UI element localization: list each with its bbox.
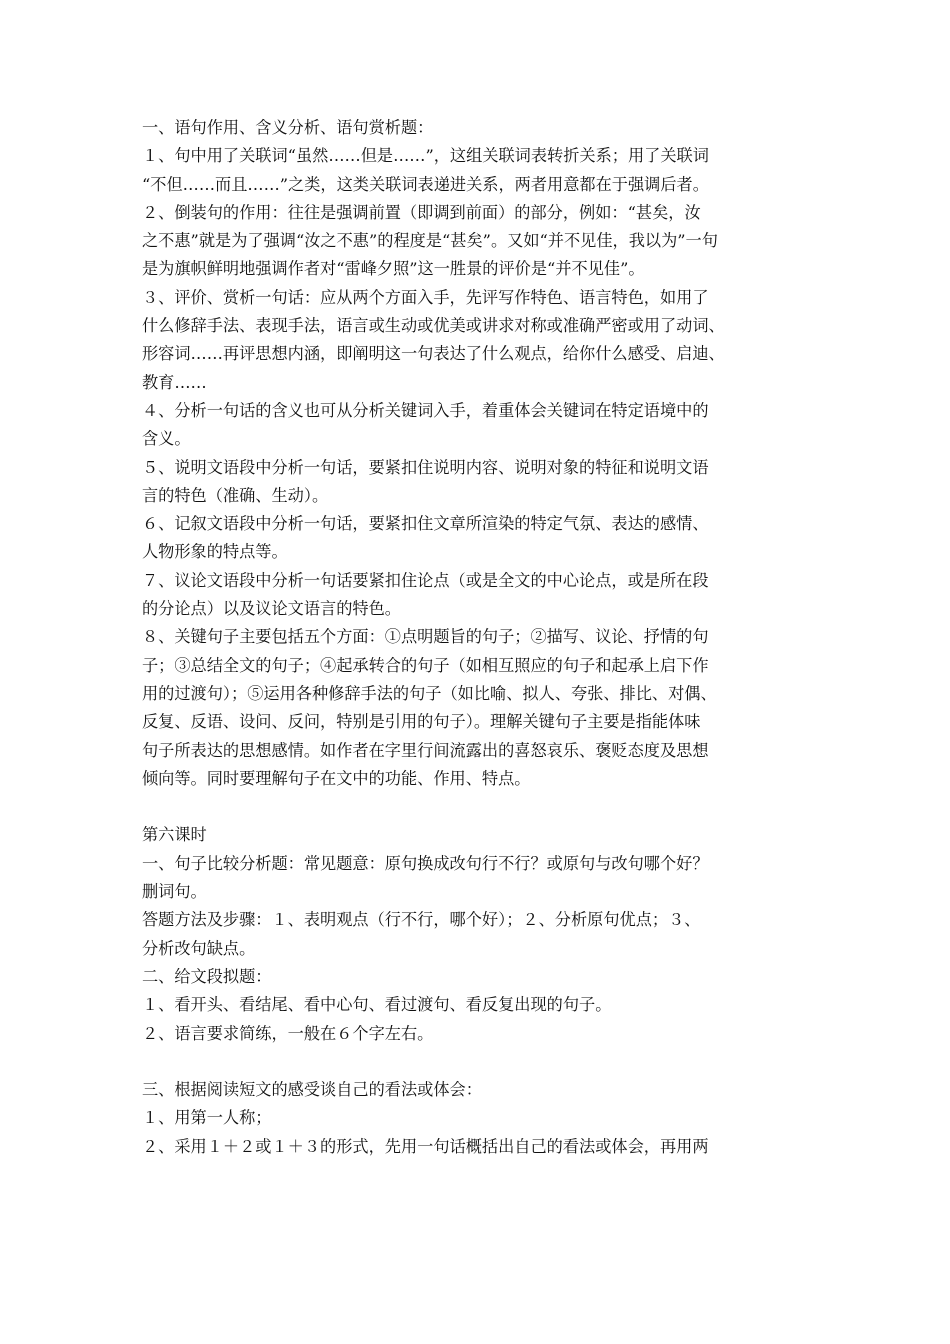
text-line: 用的过渡句）；⑤运用各种修辞手法的句子（如比喻、拟人、夸张、排比、对偶、 <box>142 683 717 703</box>
text-line: 子；③总结全文的句子；④起承转合的句子（如相互照应的句子和起承上启下作 <box>142 655 709 675</box>
document-page <box>142 114 812 1161</box>
text-line: 含义。 <box>142 429 191 449</box>
text-line: ７、议论文语段中分析一句话要紧扣住论点（或是全文的中心论点，或是所在段 <box>142 570 709 590</box>
section-heading: 三、根据阅读短文的感受谈自己的看法或体会： <box>142 1080 482 1100</box>
text-line: 是为旗帜鲜明地强调作者对“雷峰夕照”这一胜景的评价是“并不见佳”。 <box>142 259 645 279</box>
text-line: 反复、反语、设问、反问，特别是引用的句子）。理解关键句子主要是指能体味 <box>142 712 701 732</box>
text-line: 什么修辞手法、表现手法，语言或生动或优美或讲求对称或准确严密或用了动词、 <box>142 316 725 336</box>
section-heading: 二、给文段拟题： <box>142 966 272 986</box>
text-line: ６、记叙文语段中分析一句话，要紧扣住文章所渲染的特定气氛、表达的感情、 <box>142 514 709 534</box>
text-line: 人物形象的特点等。 <box>142 542 288 562</box>
text-line: ５、说明文语段中分析一句话，要紧扣住说明内容、说明对象的特征和说明文语 <box>142 457 709 477</box>
text-line: １、用第一人称； <box>142 1108 272 1128</box>
text-line: 教育…… <box>142 372 207 392</box>
text-line: ８、关键句子主要包括五个方面：①点明题旨的句子；②描写、议论、抒情的句 <box>142 627 709 647</box>
text-line: 分析改句缺点。 <box>142 938 256 958</box>
text-line: １、句中用了关联词“虽然……但是……”，这组关联词表转折关系；用了关联词 <box>142 146 709 166</box>
text-line: ２、语言要求简练，一般在６个字左右。 <box>142 1023 434 1043</box>
section-heading: 一、语句作用、含义分析、语句赏析题： <box>142 118 434 137</box>
text-line: 答题方法及步骤：１、表明观点（行不行，哪个好）；２、分析原句优点；３、 <box>142 910 701 930</box>
text-line: 的分论点）以及议论文语言的特色。 <box>142 599 401 619</box>
text-line: 言的特色（准确、生动）。 <box>142 485 329 505</box>
text-line: “不但……而且……”之类，这类关联词表递进关系，两者用意都在于强调后者。 <box>142 174 709 194</box>
text-line: 形容词……再评思想内涵，即阐明这一句表达了什么观点，给你什么感受、启迪、 <box>142 344 725 364</box>
lesson-title: 第六课时 <box>142 825 207 845</box>
blank-line <box>142 1048 812 1076</box>
text-line: 句子所表达的思想感情。如作者在字里行间流露出的喜怒哀乐、褒贬态度及思想 <box>142 740 709 760</box>
text-line: ３、评价、赏析一句话：应从两个方面入手，先评写作特色、语言特色，如用了 <box>142 287 709 307</box>
text-line: ２、采用１＋２或１＋３的形式，先用一句话概括出自己的看法或体会，再用两 <box>142 1136 709 1156</box>
text-line: １、看开头、看结尾、看中心句、看过渡句、看反复出现的句子。 <box>142 995 612 1015</box>
text-line: 倾向等。同时要理解句子在文中的功能、作用、特点。 <box>142 768 531 788</box>
section-heading: 一、句子比较分析题：常见题意：原句换成改句行不行？或原句与改句哪个好？ <box>142 853 709 873</box>
text-line: 删词句。 <box>142 882 207 902</box>
blank-line <box>142 793 812 821</box>
text-line: ４、分析一句话的含义也可从分析关键词入手，着重体会关键词在特定语境中的 <box>142 400 709 420</box>
text-line: ２、倒装句的作用：往往是强调前置（即调到前面）的部分，例如：“甚矣，汝 <box>142 202 701 222</box>
text-line: 之不惠”就是为了强调“汝之不惠”的程度是“甚矣”。又如“并不见佳，我以为”一句 <box>142 231 718 251</box>
